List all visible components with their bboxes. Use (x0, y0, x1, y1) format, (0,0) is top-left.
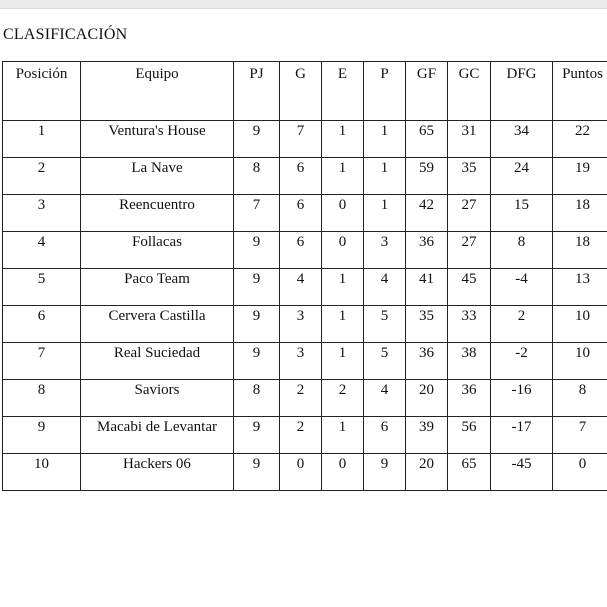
top-border-strip (0, 0, 607, 9)
cell-team: Follacas (81, 232, 234, 269)
cell-position: 5 (3, 269, 81, 306)
cell-drawn: 1 (322, 121, 364, 158)
cell-position: 9 (3, 417, 81, 454)
cell-position: 10 (3, 454, 81, 491)
cell-position: 3 (3, 195, 81, 232)
header-team: Equipo (81, 62, 234, 121)
cell-goals-against: 33 (448, 306, 491, 343)
cell-played: 7 (234, 195, 280, 232)
cell-goals-for: 41 (406, 269, 448, 306)
cell-position: 1 (3, 121, 81, 158)
standings-table (2, 61, 607, 491)
cell-won: 6 (280, 158, 322, 195)
header-row (3, 62, 607, 121)
standings-body (3, 121, 607, 491)
cell-drawn: 0 (322, 454, 364, 491)
cell-points: 13 (553, 269, 607, 306)
cell-team: Hackers 06 (81, 454, 234, 491)
cell-points: 8 (553, 380, 607, 417)
cell-lost: 1 (364, 158, 406, 195)
cell-goal-difference: -2 (491, 343, 553, 380)
cell-lost: 9 (364, 454, 406, 491)
cell-team: La Nave (81, 158, 234, 195)
cell-goals-for: 65 (406, 121, 448, 158)
cell-goals-for: 20 (406, 380, 448, 417)
cell-position: 7 (3, 343, 81, 380)
cell-won: 0 (280, 454, 322, 491)
cell-played: 9 (234, 343, 280, 380)
table-row (3, 454, 607, 491)
cell-team: Reencuentro (81, 195, 234, 232)
cell-goals-for: 59 (406, 158, 448, 195)
cell-won: 2 (280, 417, 322, 454)
cell-goals-against: 35 (448, 158, 491, 195)
cell-position: 8 (3, 380, 81, 417)
table-row (3, 269, 607, 306)
cell-lost: 6 (364, 417, 406, 454)
cell-drawn: 1 (322, 417, 364, 454)
header-position: Posición (3, 62, 81, 121)
cell-goals-against: 36 (448, 380, 491, 417)
cell-drawn: 1 (322, 158, 364, 195)
header-goal-difference: DFG (491, 62, 553, 121)
document-title: CLASIFICACIÓN (3, 26, 128, 43)
cell-team: Ventura's House (81, 121, 234, 158)
cell-goal-difference: -45 (491, 454, 553, 491)
cell-goals-against: 27 (448, 232, 491, 269)
cell-position: 2 (3, 158, 81, 195)
cell-goals-against: 31 (448, 121, 491, 158)
cell-drawn: 0 (322, 195, 364, 232)
cell-goals-for: 42 (406, 195, 448, 232)
cell-won: 7 (280, 121, 322, 158)
cell-goal-difference: 15 (491, 195, 553, 232)
cell-won: 4 (280, 269, 322, 306)
cell-goals-against: 56 (448, 417, 491, 454)
cell-points: 19 (553, 158, 607, 195)
cell-goal-difference: 2 (491, 306, 553, 343)
cell-drawn: 1 (322, 269, 364, 306)
cell-points: 10 (553, 306, 607, 343)
table-row (3, 380, 607, 417)
cell-goal-difference: 8 (491, 232, 553, 269)
cell-won: 2 (280, 380, 322, 417)
header-points: Puntos (553, 62, 607, 121)
cell-lost: 4 (364, 380, 406, 417)
cell-won: 6 (280, 195, 322, 232)
header-won: G (280, 62, 322, 121)
table-row (3, 121, 607, 158)
cell-team: Real Suciedad (81, 343, 234, 380)
cell-position: 4 (3, 232, 81, 269)
cell-team: Paco Team (81, 269, 234, 306)
cell-goals-for: 36 (406, 343, 448, 380)
cell-team: Cervera Castilla (81, 306, 234, 343)
cell-points: 22 (553, 121, 607, 158)
cell-won: 3 (280, 343, 322, 380)
cell-won: 6 (280, 232, 322, 269)
cell-played: 8 (234, 380, 280, 417)
table-row (3, 417, 607, 454)
cell-points: 0 (553, 454, 607, 491)
cell-team: Saviors (81, 380, 234, 417)
cell-lost: 3 (364, 232, 406, 269)
cell-played: 9 (234, 121, 280, 158)
cell-played: 9 (234, 232, 280, 269)
cell-won: 3 (280, 306, 322, 343)
header-played: PJ (234, 62, 280, 121)
header-goals-against: GC (448, 62, 491, 121)
cell-points: 10 (553, 343, 607, 380)
cell-goal-difference: 34 (491, 121, 553, 158)
header-goals-for: GF (406, 62, 448, 121)
cell-goals-for: 20 (406, 454, 448, 491)
cell-lost: 5 (364, 343, 406, 380)
table-row (3, 306, 607, 343)
cell-drawn: 2 (322, 380, 364, 417)
cell-lost: 5 (364, 306, 406, 343)
cell-played: 9 (234, 269, 280, 306)
header-drawn: E (322, 62, 364, 121)
cell-goals-for: 35 (406, 306, 448, 343)
cell-position: 6 (3, 306, 81, 343)
cell-lost: 4 (364, 269, 406, 306)
cell-drawn: 1 (322, 306, 364, 343)
cell-goal-difference: -4 (491, 269, 553, 306)
cell-goal-difference: 24 (491, 158, 553, 195)
cell-points: 18 (553, 232, 607, 269)
cell-goals-against: 65 (448, 454, 491, 491)
cell-team: Macabi de Levantar (81, 417, 234, 454)
cell-goals-for: 36 (406, 232, 448, 269)
cell-played: 8 (234, 158, 280, 195)
cell-lost: 1 (364, 121, 406, 158)
cell-goal-difference: -17 (491, 417, 553, 454)
cell-goals-against: 38 (448, 343, 491, 380)
cell-points: 7 (553, 417, 607, 454)
cell-played: 9 (234, 454, 280, 491)
cell-drawn: 1 (322, 343, 364, 380)
cell-drawn: 0 (322, 232, 364, 269)
cell-goals-for: 39 (406, 417, 448, 454)
cell-played: 9 (234, 417, 280, 454)
table-row (3, 158, 607, 195)
cell-played: 9 (234, 306, 280, 343)
table-row (3, 232, 607, 269)
cell-points: 18 (553, 195, 607, 232)
table-row (3, 343, 607, 380)
cell-goals-against: 45 (448, 269, 491, 306)
cell-goal-difference: -16 (491, 380, 553, 417)
cell-lost: 1 (364, 195, 406, 232)
table-row (3, 195, 607, 232)
header-lost: P (364, 62, 406, 121)
cell-goals-against: 27 (448, 195, 491, 232)
